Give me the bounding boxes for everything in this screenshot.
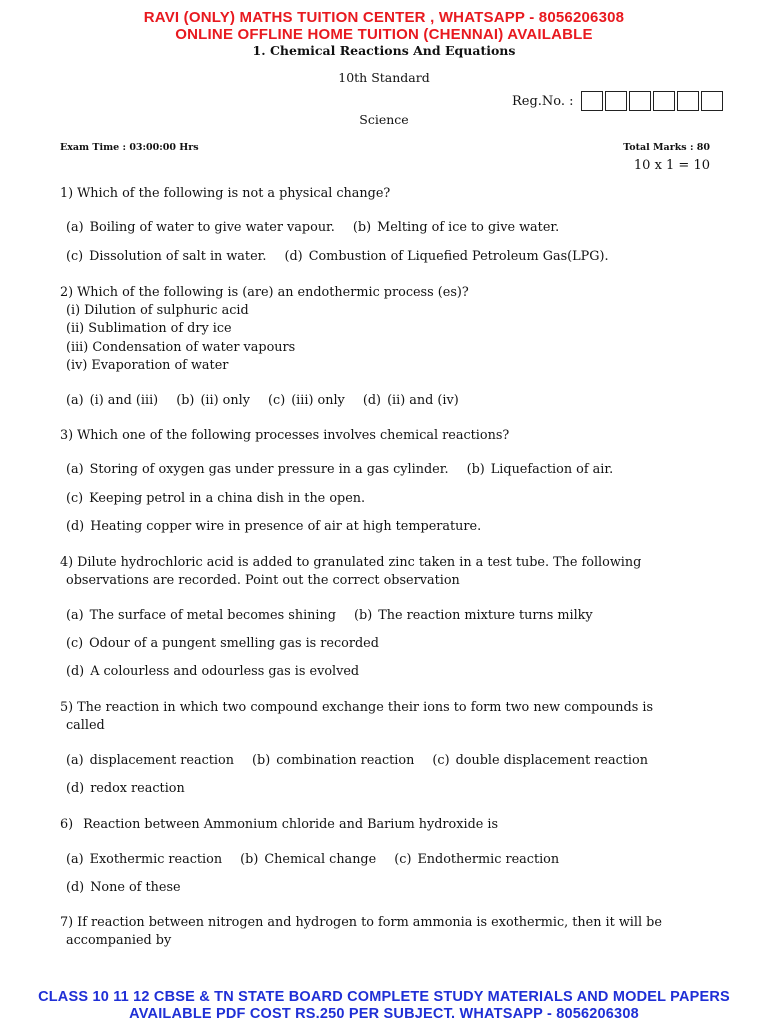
reg-no-box xyxy=(677,91,699,111)
option-b[interactable]: (b) Melting of ice to give water. xyxy=(352,220,560,235)
option-a[interactable]: (a) displacement reaction xyxy=(66,753,234,768)
options-row xyxy=(66,664,373,679)
option-a[interactable]: (a) Boiling of water to give water vapour. xyxy=(66,220,335,235)
question-6: 6) Reaction between Ammonium chloride and Barium hydroxide is xyxy=(60,817,499,832)
option-c[interactable]: (c) (iii) only xyxy=(268,393,345,408)
option-a[interactable]: (a) (i) and (iii) xyxy=(66,393,159,408)
option-d[interactable]: (d) A colourless and odourless gas is evolved xyxy=(66,664,360,679)
option-d[interactable]: (d) (ii) and (iv) xyxy=(362,393,459,408)
question-3: 3) Which one of the following processes involves chemical reactions? xyxy=(60,428,510,443)
reg-no-boxes xyxy=(579,91,723,111)
options-row xyxy=(66,880,195,895)
question-2: 2) Which of the following is (are) an endothermic process (es)? xyxy=(60,285,469,300)
option-b[interactable]: (b) (ii) only xyxy=(176,393,250,408)
option-a[interactable]: (a) The surface of metal becomes shining xyxy=(66,608,336,623)
section-marks: 10 x 1 = 10 xyxy=(633,158,710,173)
option-d[interactable]: (d) None of these xyxy=(66,880,181,895)
statement-line: (iii) Condensation of water vapours xyxy=(66,340,296,355)
question-1: 1) Which of the following is not a physical change? xyxy=(60,186,391,201)
reg-no-field xyxy=(512,91,723,111)
option-b[interactable]: (b) Liquefaction of air. xyxy=(466,462,614,477)
question-continuation: called xyxy=(66,718,105,733)
options-row xyxy=(66,519,495,534)
header-tuition-line: RAVI (ONLY) MATHS TUITION CENTER , WHATSAPP - 8056206308 xyxy=(143,9,625,26)
options-row xyxy=(66,393,473,408)
option-d[interactable]: (d) redox reaction xyxy=(66,781,185,796)
question-7: 7) If reaction between nitrogen and hydrogen to form ammonia is exothermic, then it will be xyxy=(60,915,662,930)
option-c[interactable]: (c) double displacement reaction xyxy=(432,753,648,768)
reg-no-box xyxy=(701,91,723,111)
options-row xyxy=(66,462,627,477)
footer-study-materials: CLASS 10 11 12 CBSE & TN STATE BOARD COMPLETE STUDY MATERIALS AND MODEL PAPERS xyxy=(38,989,730,1005)
footer-pdf-cost: AVAILABLE PDF COST RS.250 PER SUBJECT. WHATSAPP - 8056206308 xyxy=(129,1006,639,1022)
options-row xyxy=(66,781,199,796)
options-row xyxy=(66,220,573,235)
subject-label: Science xyxy=(359,112,409,127)
option-a[interactable]: (a) Storing of oxygen gas under pressure in a gas cylinder. xyxy=(66,462,449,477)
option-d[interactable]: (d) Heating copper wire in presence of air at high temperature. xyxy=(66,519,482,534)
options-row xyxy=(66,491,379,506)
options-row xyxy=(66,249,623,264)
option-a[interactable]: (a) Exothermic reaction xyxy=(66,852,223,867)
question-continuation: accompanied by xyxy=(66,933,172,948)
options-row xyxy=(66,608,607,623)
option-c[interactable]: (c) Dissolution of salt in water. xyxy=(66,249,267,264)
question-4: 4) Dilute hydrochloric acid is added to granulated zinc taken in a test tube. The following xyxy=(60,555,642,570)
reg-no-label: Reg.No. : xyxy=(512,93,574,109)
reg-no-box xyxy=(629,91,651,111)
option-c[interactable]: (c) Keeping petrol in a china dish in the open. xyxy=(66,491,366,506)
option-d[interactable]: (d) Combustion of Liquefied Petroleum Gas(LPG). xyxy=(284,249,609,264)
option-b[interactable]: (b) The reaction mixture turns milky xyxy=(354,608,593,623)
options-row xyxy=(66,753,662,768)
reg-no-box xyxy=(581,91,603,111)
header-online-line: ONLINE OFFLINE HOME TUITION (CHENNAI) AVAILABLE xyxy=(175,26,593,43)
question-5: 5) The reaction in which two compound exchange their ions to form two new compounds is xyxy=(60,700,654,715)
reg-no-box xyxy=(653,91,675,111)
option-c[interactable]: (c) Endothermic reaction xyxy=(394,852,560,867)
reg-no-box xyxy=(605,91,627,111)
options-row xyxy=(66,636,393,651)
option-b[interactable]: (b) Chemical change xyxy=(240,852,377,867)
question-continuation: observations are recorded. Point out the correct observation xyxy=(66,573,460,588)
exam-time: Exam Time : 03:00:00 Hrs xyxy=(60,142,199,153)
chapter-title: 1. Chemical Reactions And Equations xyxy=(252,43,516,58)
option-c[interactable]: (c) Odour of a pungent smelling gas is recorded xyxy=(66,636,379,651)
options-row xyxy=(66,852,573,867)
total-marks: Total Marks : 80 xyxy=(623,142,710,153)
statement-line: (iv) Evaporation of water xyxy=(66,358,229,373)
standard-label: 10th Standard xyxy=(338,70,430,85)
statement-line: (ii) Sublimation of dry ice xyxy=(66,321,232,336)
option-b[interactable]: (b) combination reaction xyxy=(252,753,415,768)
statement-line: (i) Dilution of sulphuric acid xyxy=(66,303,249,318)
